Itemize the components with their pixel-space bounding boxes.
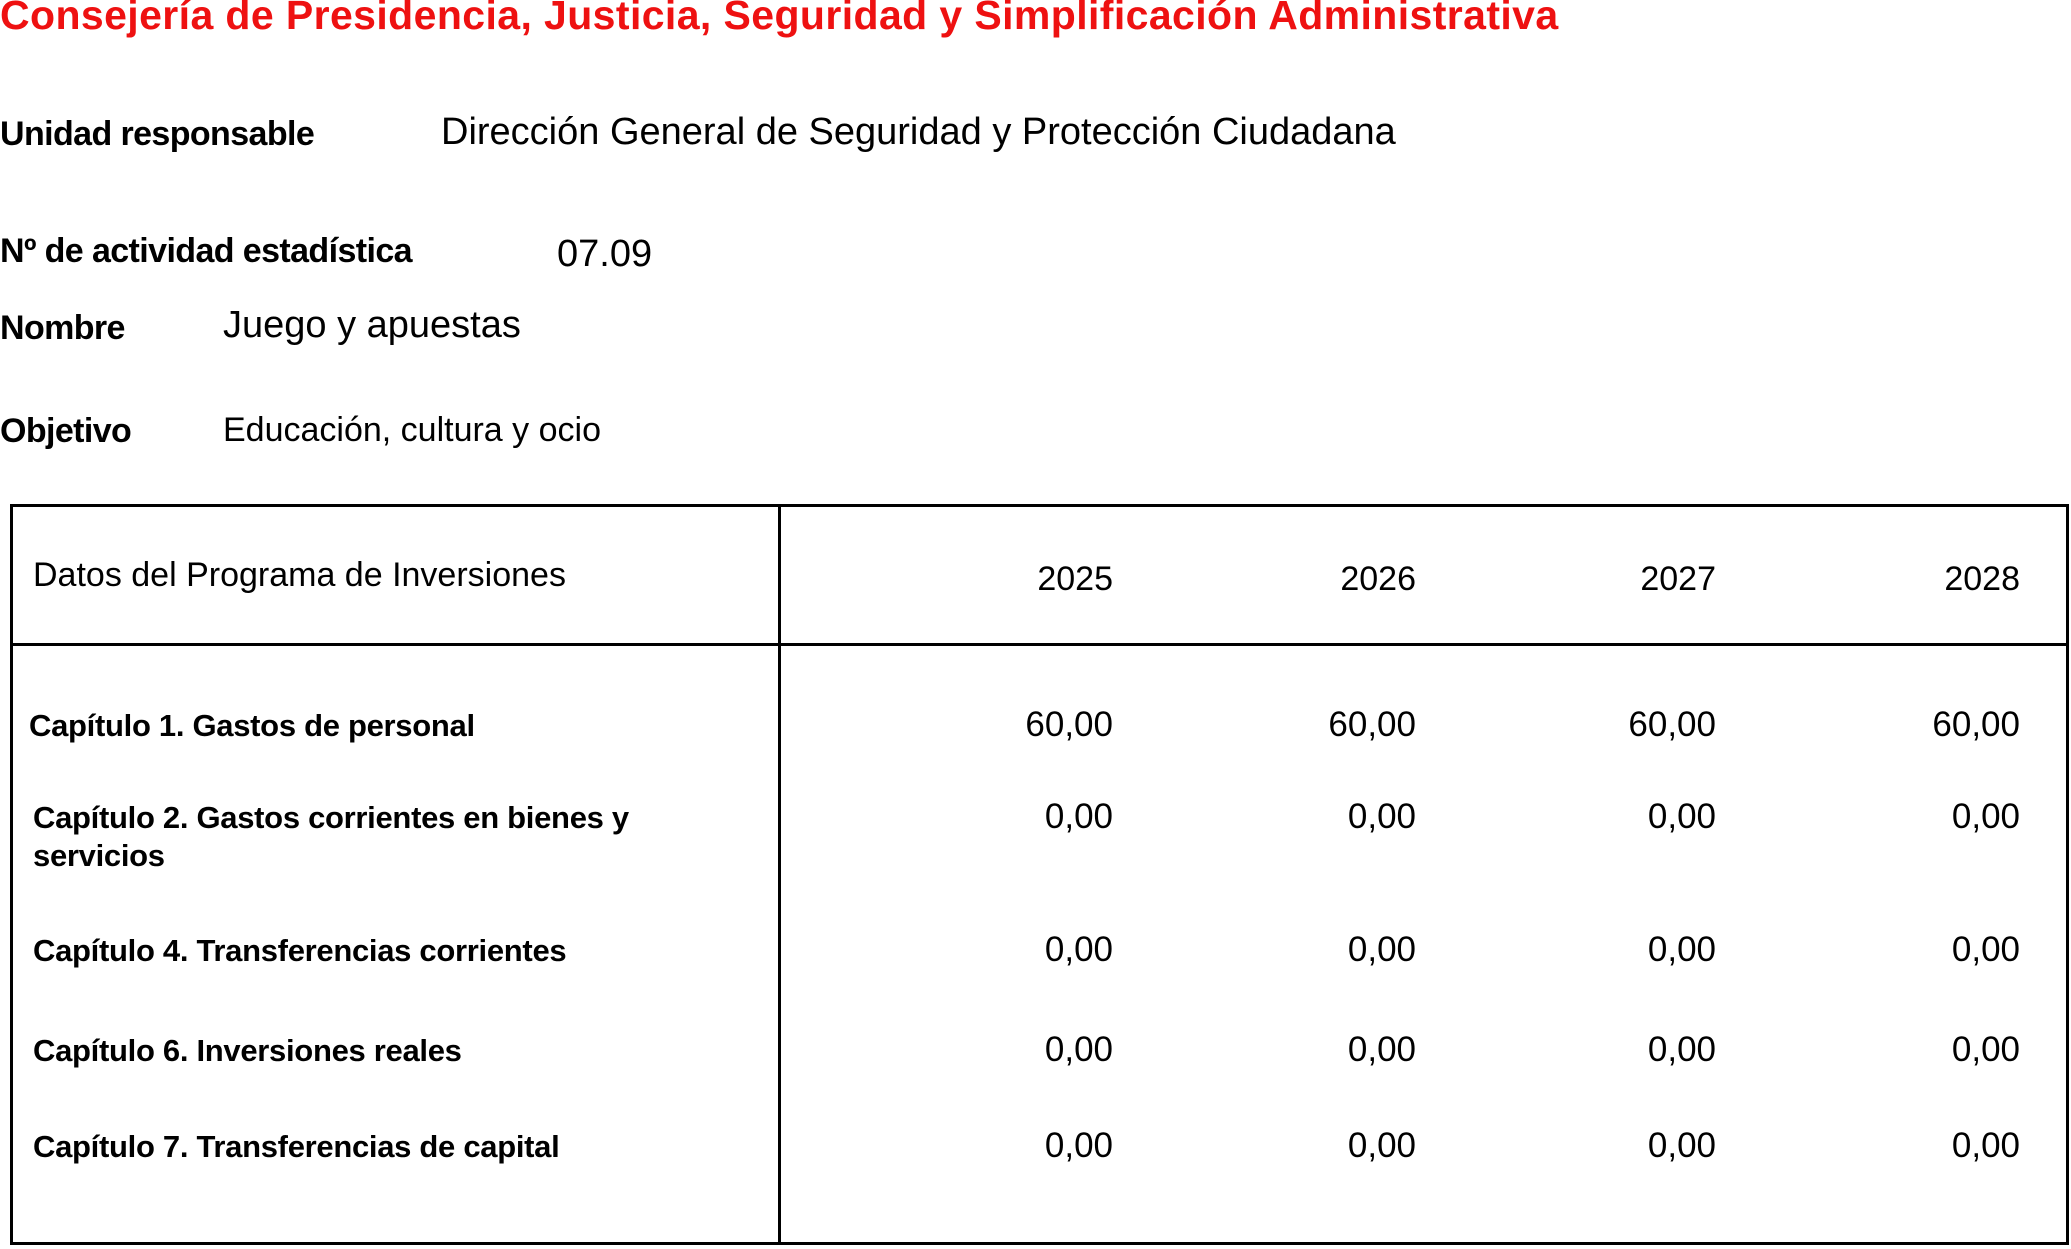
row-capitulo-1-2026: 60,00 xyxy=(1328,705,1416,744)
row-capitulo-6-2026: 0,00 xyxy=(1347,1030,1416,1069)
objetivo-label: Objetivo xyxy=(0,412,132,450)
year-2026: 2026 xyxy=(1340,560,1416,598)
row-capitulo-4-2027: 0,00 xyxy=(1647,930,1716,969)
row-capitulo-4-2026: 0,00 xyxy=(1347,930,1416,969)
row-capitulo-7-2025: 0,00 xyxy=(1044,1126,1113,1165)
actividad-estadistica-value: 07.09 xyxy=(557,233,653,275)
row-capitulo-2-label-line2: servicios xyxy=(33,838,165,873)
year-2025: 2025 xyxy=(1037,560,1113,598)
row-capitulo-1-2027: 60,00 xyxy=(1628,705,1716,744)
row-capitulo-2-label-line1: Capítulo 2. Gastos corrientes en bienes y xyxy=(33,800,629,835)
row-capitulo-6-label: Capítulo 6. Inversiones reales xyxy=(33,1033,462,1068)
row-capitulo-6-2025: 0,00 xyxy=(1044,1030,1113,1069)
table-column-divider xyxy=(778,504,781,1245)
row-capitulo-4-2025: 0,00 xyxy=(1044,930,1113,969)
row-capitulo-7-2026: 0,00 xyxy=(1347,1126,1416,1165)
row-capitulo-4-2028: 0,00 xyxy=(1951,930,2020,969)
row-capitulo-7-2027: 0,00 xyxy=(1647,1126,1716,1165)
nombre-value: Juego y apuestas xyxy=(223,304,521,346)
row-capitulo-1-label: Capítulo 1. Gastos de personal xyxy=(29,708,475,743)
row-capitulo-7-2028: 0,00 xyxy=(1951,1126,2020,1165)
row-capitulo-2-2027: 0,00 xyxy=(1647,797,1716,836)
nombre-label: Nombre xyxy=(0,309,125,347)
row-capitulo-1-2025: 60,00 xyxy=(1025,705,1113,744)
row-capitulo-6-2028: 0,00 xyxy=(1951,1030,2020,1069)
row-capitulo-1-2028: 60,00 xyxy=(1932,705,2020,744)
row-capitulo-7-label: Capítulo 7. Transferencias de capital xyxy=(33,1129,560,1164)
row-capitulo-2-2028: 0,00 xyxy=(1951,797,2020,836)
row-capitulo-6-2027: 0,00 xyxy=(1647,1030,1716,1069)
unidad-responsable-label: Unidad responsable xyxy=(0,115,315,153)
table-header-label: Datos del Programa de Inversiones xyxy=(33,556,566,594)
year-2028: 2028 xyxy=(1944,560,2020,598)
page-title: Consejería de Presidencia, Justicia, Seguridad y Simplificación Administrativa xyxy=(0,0,1559,38)
row-capitulo-4-label: Capítulo 4. Transferencias corrientes xyxy=(33,933,567,968)
actividad-estadistica-label: Nº de actividad estadística xyxy=(0,232,412,270)
year-2027: 2027 xyxy=(1640,560,1716,598)
table-header-divider xyxy=(10,643,2069,646)
row-capitulo-2-2026: 0,00 xyxy=(1347,797,1416,836)
unidad-responsable-value: Dirección General de Seguridad y Protección Ciudadana xyxy=(441,111,1396,153)
row-capitulo-2-2025: 0,00 xyxy=(1044,797,1113,836)
objetivo-value: Educación, cultura y ocio xyxy=(223,411,601,449)
